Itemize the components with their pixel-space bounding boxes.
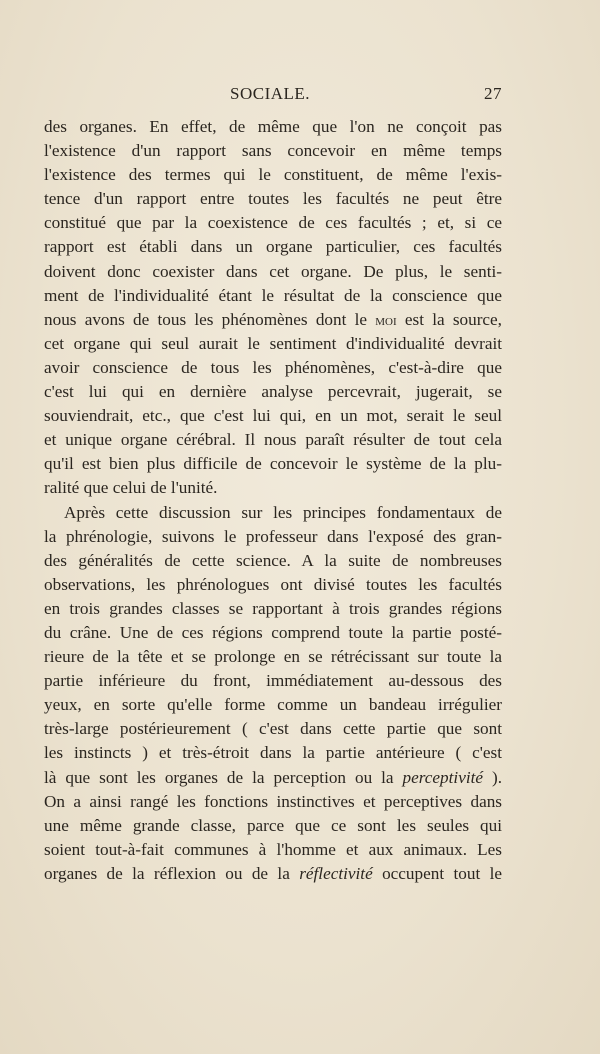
text-line: l'existence des termes qui le constituent, de même l'exis- [44,165,502,185]
text-segment: organes de la réflexion ou de la [44,863,300,883]
text-line: très-large postérieurement ( c'est dans cette partie que sont [44,719,502,739]
text-line: et unique organe cérébral. Il nous paraît résulter de tout cela [44,430,502,450]
text-segment: ). [483,767,502,787]
text-line: les instincts ) et très-étroit dans la partie antérieure ( c'est [44,743,502,763]
text-line: avoir conscience de tous les phénomènes, c'est-à-dire que [44,357,502,377]
page-header [44,84,502,110]
text-line: qu'il est bien plus difficile de concevoir le système de la plu- [44,454,502,474]
text-line: observations, les phrénologues ont divisé toutes les facultés [44,574,502,594]
text-segment: occupent tout le [372,863,502,883]
text-line: en trois grandes classes se rapportant à trois grandes régions [44,598,502,618]
text-line: tence d'un rapport entre toutes les facultés ne peut être [44,189,502,209]
text-line: ralité que celui de l'unité. [44,478,218,498]
small-caps-word: moi [375,312,397,329]
paragraph-1 [44,115,502,501]
page-number: 27 [484,84,502,103]
text-line: On a ainsi rangé les fonctions instinctives et perceptives dans [44,791,502,811]
body-text [44,115,502,886]
text-line: constitué que par la coexistence de ces facultés ; et, si ce [44,213,502,233]
text-line: cet organe qui seul aurait le sentiment d'individualité devrait [44,333,502,353]
text-line [44,308,502,332]
text-line: des généralités de cette science. A la suite de nombreuses [44,550,502,570]
text-line: l'existence d'un rapport sans concevoir en même temps [44,141,502,161]
italic-word: réflectivité [299,863,373,883]
text-line [44,766,502,790]
text-line: doivent donc coexister dans cet organe. De plus, le senti- [44,261,502,281]
italic-word: perceptivité [402,767,483,787]
text-line: des organes. En effet, de même que l'on ne conçoit pas [44,117,502,136]
paragraph-2 [44,501,502,887]
text-line: soient tout-à-fait communes à l'homme et aux animaux. Les [44,839,502,859]
running-title: SOCIALE. [230,84,311,103]
text-line: Après cette discussion sur les principes fondamentaux de [64,502,502,522]
text-line: du crâne. Une de ces régions comprend toute la partie posté- [44,622,502,642]
text-segment: nous avons de tous les phénomènes dont le [44,309,376,329]
text-line: ment de l'individualité étant le résultat de la conscience que [44,285,502,305]
text-line: la phrénologie, suivons le professeur dans l'exposé des gran- [44,526,502,546]
text-line: rapport est établi dans un organe particulier, ces facultés [44,237,502,257]
text-line: partie inférieure du front, immédiatement au-dessous des [44,671,502,691]
text-segment: est la source, [396,309,502,329]
text-line [44,862,502,886]
text-line: yeux, en sorte qu'elle forme comme un bandeau irrégulier [44,695,502,715]
text-line: une même grande classe, parce que ce sont les seules qui [44,815,502,835]
text-line: rieure de la tête et se prolonge en se rétrécissant sur toute la [44,647,502,667]
text-line: c'est lui qui en dernière analyse percevrait, jugerait, se [44,382,502,402]
text-line: souviendrait, etc., que c'est lui qui, en un mot, serait le seul [44,406,502,426]
text-segment: là que sont les organes de la perception ou la [44,767,403,787]
